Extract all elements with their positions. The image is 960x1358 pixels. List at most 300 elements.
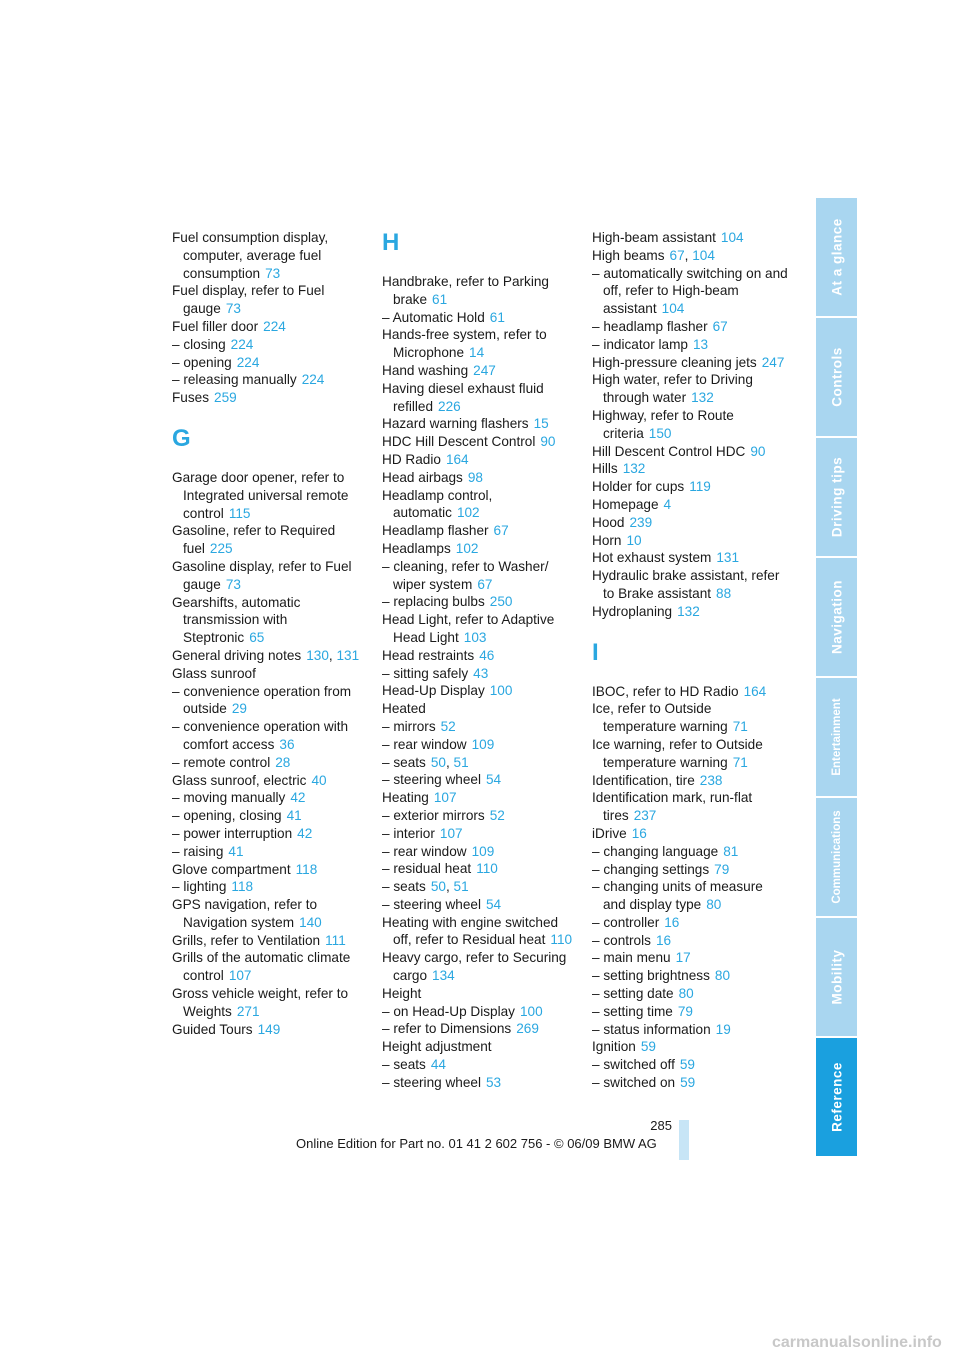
index-entry-text: – controller	[592, 914, 660, 930]
index-entry-text: Guided Tours	[172, 1021, 253, 1037]
index-entry: – seats 50, 51	[382, 879, 469, 895]
index-entry-text: Headlamp control, automatic	[382, 487, 493, 521]
index-entry-text: – switched off	[592, 1057, 675, 1073]
index-entry-text: Grills of the automatic climate control	[172, 950, 351, 984]
index-entry	[592, 985, 788, 1003]
index-entry-text: Hydraulic brake assistant, refer to Brake assistant	[592, 568, 780, 601]
index-entry-text: – replacing bulbs	[382, 594, 485, 610]
index-entry: High beams 67, 104	[592, 247, 715, 263]
index-entry-text: Height	[382, 985, 422, 1001]
page-reference-link[interactable]: 79	[677, 1003, 693, 1019]
index-entry	[592, 772, 788, 790]
page-reference-link[interactable]: 16	[631, 825, 647, 841]
page-reference-link[interactable]: 111	[325, 932, 346, 948]
index-entry-text: Holder for cups	[592, 479, 685, 495]
index-entry-text: – refer to Dimensions	[382, 1021, 512, 1037]
index-entry	[592, 443, 788, 461]
page-reference-link[interactable]: 118	[295, 861, 318, 877]
page-reference-link[interactable]: 19	[715, 1021, 731, 1037]
page-reference-link[interactable]: 59	[679, 1057, 695, 1073]
index-entry	[382, 469, 578, 487]
index-entry-text: Garage door opener, refer to Integrated universal remote control	[172, 469, 349, 521]
page-reference-link[interactable]: 65	[249, 630, 265, 646]
page-reference-link[interactable]: 109	[471, 843, 495, 859]
index-entry	[382, 611, 578, 647]
page-reference-link[interactable]: 110	[476, 861, 498, 877]
page-reference-link[interactable]: 80	[714, 968, 731, 984]
page-reference-link[interactable]: 225	[209, 541, 233, 557]
page-reference-link[interactable]: 67	[712, 318, 728, 334]
page-reference-link[interactable]: 81	[723, 843, 739, 859]
index-entry-text: High water, refer to Driving through water	[592, 372, 753, 406]
tab-label: At a glance	[829, 218, 844, 296]
index-entry-text: – automatically switching on and off, refer to High-beam assistant	[592, 265, 788, 317]
index-entry	[382, 789, 578, 807]
page-reference-link[interactable]: 104	[661, 301, 685, 317]
page-reference-link[interactable]: 103	[463, 629, 487, 645]
index-entry	[382, 558, 578, 594]
page-reference-link[interactable]: 130	[306, 647, 329, 663]
index-entry	[172, 985, 368, 1021]
index-entry-text: Hands-free system, refer to Microphone	[382, 327, 547, 361]
page-reference-link[interactable]: 79	[714, 861, 730, 877]
index-entry-text: Gross vehicle weight, refer to Weights	[172, 986, 349, 1019]
index-entry-text: – convenience operation from outside	[172, 683, 352, 717]
index-entry-text: – sitting safely	[382, 665, 469, 681]
page-reference-link[interactable]: 90	[750, 443, 766, 459]
page-reference-link[interactable]: 100	[519, 1003, 543, 1019]
page-reference-link[interactable]: 224	[236, 354, 260, 370]
page-reference-link[interactable]: 71	[732, 719, 748, 735]
index-entry-text: Glass sunroof, electric	[172, 772, 307, 788]
index-entry	[382, 1038, 578, 1056]
index-entry-text: Ice, refer to Outside temperature warning	[592, 701, 728, 735]
page-reference-link[interactable]: 224	[263, 318, 286, 334]
index-entry	[592, 336, 788, 354]
page-reference-link[interactable]: 67	[669, 247, 685, 263]
index-entry	[382, 273, 578, 309]
index-entry	[592, 567, 788, 603]
index-entry-text: – setting date	[592, 986, 674, 1002]
page-reference-link[interactable]: 140	[299, 914, 322, 930]
page-reference-link[interactable]: 88	[716, 585, 732, 601]
page-reference-link[interactable]: 102	[456, 505, 480, 521]
page-reference-link[interactable]: 110	[550, 932, 573, 948]
tab-reference[interactable]	[816, 1038, 857, 1158]
tab-label: Communications	[830, 810, 843, 904]
page-reference-link[interactable]: 13	[692, 336, 709, 352]
page-number: 285	[650, 1118, 672, 1133]
page-reference-link[interactable]: 16	[664, 914, 680, 930]
page-reference-link[interactable]: 29	[231, 701, 247, 717]
index-entry	[172, 878, 368, 896]
page-reference-link[interactable]: 164	[445, 451, 469, 467]
index-column-1	[172, 229, 368, 1038]
footer-edition-note: Online Edition for Part no. 01 41 2 602 756 - © 06/09 BMW AG	[296, 1136, 657, 1151]
tab-mobility[interactable]	[816, 918, 857, 1038]
index-entry	[382, 380, 578, 416]
index-entry	[172, 789, 368, 807]
index-entry	[172, 318, 368, 336]
page-reference-link[interactable]: 132	[622, 461, 646, 477]
index-entry-text: Horn	[592, 532, 622, 548]
index-entry-text: Grills, refer to Ventilation	[172, 932, 321, 948]
chapter-tabs	[816, 198, 857, 1158]
index-entry-text: – exterior mirrors	[382, 807, 485, 823]
index-entry	[172, 469, 368, 522]
index-entry	[382, 362, 578, 380]
index-entry-text: Hot exhaust system	[592, 550, 712, 566]
page-reference-link[interactable]: 239	[629, 514, 653, 530]
index-entry-text: – setting time	[592, 1003, 673, 1019]
page-reference-link[interactable]: 224	[301, 372, 325, 388]
index-entry-text: – moving manually	[172, 790, 286, 806]
index-entry-text: GPS navigation, refer to Navigation system	[172, 897, 318, 930]
index-entry-text: – seats	[382, 1057, 426, 1073]
tab-controls[interactable]	[816, 318, 857, 438]
index-entry-text: – indicator lamp	[592, 336, 688, 352]
page-reference-link[interactable]: 53	[486, 1074, 502, 1090]
page-reference-link[interactable]: 134	[432, 968, 455, 984]
page-reference-link[interactable]: 59	[680, 1075, 696, 1091]
page-reference-link[interactable]: 131	[716, 550, 740, 566]
index-entry	[172, 896, 368, 932]
index-entry-text: High-pressure cleaning jets	[592, 354, 757, 370]
index-entry	[382, 771, 578, 789]
index-entry-text: – seats	[382, 879, 426, 895]
page-reference-link[interactable]: 14	[469, 345, 485, 361]
index-entry	[382, 1020, 578, 1038]
index-entry	[172, 336, 368, 354]
page-reference-link[interactable]: 10	[626, 532, 642, 548]
index-entry	[592, 914, 788, 932]
index-entry	[382, 860, 578, 878]
index-entry-text: Identification, tire	[592, 772, 695, 788]
page-reference-link[interactable]: 98	[467, 469, 483, 485]
page-reference-link[interactable]: 102	[455, 540, 479, 556]
page-reference-link[interactable]: 119	[689, 479, 711, 495]
index-entry	[172, 825, 368, 843]
index-entry	[172, 354, 368, 372]
index-entry	[592, 407, 788, 443]
page-reference-link[interactable]: 54	[486, 772, 502, 788]
index-entry-text: – mirrors	[382, 718, 436, 734]
index-entry	[382, 682, 578, 700]
index-entry-text: – convenience operation with comfort access	[172, 719, 349, 752]
page-number-bar	[679, 1120, 689, 1160]
index-entry	[172, 949, 368, 985]
page-reference-link[interactable]: 51	[453, 754, 469, 770]
index-entry-text: Hood	[592, 514, 625, 530]
index-entry-text: – steering wheel	[382, 772, 481, 788]
page-reference-link[interactable]: 150	[648, 425, 672, 441]
index-entry-text: HD Radio	[382, 451, 441, 467]
page-reference-link[interactable]: 107	[228, 968, 252, 984]
page-reference-link[interactable]: 40	[311, 772, 327, 788]
index-entry-text: Head airbags	[382, 469, 463, 485]
index-entry-text: IBOC, refer to HD Radio	[592, 683, 739, 699]
index-entry	[382, 736, 578, 754]
page-reference-link[interactable]: 237	[633, 808, 657, 824]
page-reference-link[interactable]: 80	[706, 897, 722, 913]
index-entry	[382, 807, 578, 825]
index-entry	[382, 1056, 578, 1074]
page-reference-link[interactable]: 73	[225, 576, 241, 592]
index-entry-text: Headlamp flasher	[382, 523, 489, 539]
index-entry-text: Gasoline, refer to Required fuel	[172, 523, 336, 557]
page-reference-link[interactable]: 28	[275, 754, 291, 770]
tab-navigation[interactable]	[816, 558, 857, 678]
page-reference-link[interactable]: 42	[297, 825, 313, 841]
tab-entertainment[interactable]	[816, 678, 857, 798]
index-entry: – seats 50, 51	[382, 754, 469, 770]
index-entry	[382, 647, 578, 665]
index-entry-text: – steering wheel	[382, 896, 481, 912]
tab-label: Reference	[829, 1062, 844, 1132]
page-reference-link[interactable]: 61	[432, 291, 448, 307]
index-entry	[382, 522, 578, 540]
index-entry-text: – cleaning, refer to Washer/ wiper system	[382, 558, 549, 592]
index-entry	[172, 371, 368, 389]
page-reference-link[interactable]: 61	[489, 309, 505, 325]
page-reference-link[interactable]: 109	[471, 736, 495, 752]
index-entry	[592, 967, 788, 985]
index-entry	[592, 371, 788, 407]
page-reference-link[interactable]: 118	[231, 879, 254, 895]
index-entry	[172, 754, 368, 772]
page-reference-link[interactable]: 71	[732, 754, 748, 770]
index-entry-text: Homepage	[592, 496, 659, 512]
page-reference-link[interactable]: 107	[439, 825, 463, 841]
index-entry	[592, 549, 788, 567]
index-entry-text: – opening, closing	[172, 808, 282, 824]
tab-label: Controls	[829, 347, 844, 407]
page-reference-link[interactable]: 54	[486, 896, 502, 912]
page-reference-link[interactable]: 41	[228, 843, 244, 859]
page-reference-link[interactable]: 247	[473, 362, 496, 378]
index-entry: General driving notes 130, 131	[172, 647, 360, 663]
page-reference-link[interactable]: 52	[489, 807, 505, 823]
page-reference-link[interactable]: 44	[430, 1057, 446, 1073]
index-section-letter: I	[592, 638, 599, 666]
index-entry	[382, 700, 578, 718]
index-entry	[382, 843, 578, 861]
index-entry-text: Glove compartment	[172, 861, 291, 877]
index-entry-text: Handbrake, refer to Parking brake	[382, 274, 549, 307]
index-entry	[382, 540, 578, 558]
index-entry	[592, 1021, 788, 1039]
index-entry-text: Gasoline display, refer to Fuel gauge	[172, 558, 352, 592]
page-reference-link[interactable]: 226	[438, 398, 461, 414]
page-reference-link[interactable]: 15	[533, 416, 549, 432]
index-entry-text: – changing units of measure and display type	[592, 879, 763, 913]
page-reference-link[interactable]: 269	[516, 1021, 539, 1037]
tab-label: Navigation	[829, 579, 844, 655]
index-entry	[592, 318, 788, 336]
index-entry-text: Having diesel exhaust fluid refilled	[382, 380, 544, 414]
index-entry-text: – main menu	[592, 950, 671, 966]
index-entry	[382, 896, 578, 914]
watermark: carmanualsonline.info	[772, 1334, 942, 1351]
page-reference-link[interactable]: 164	[743, 683, 767, 699]
index-entry	[592, 460, 788, 478]
page-reference-link[interactable]: 59	[640, 1039, 656, 1055]
index-entry	[382, 433, 578, 451]
page-reference-link[interactable]: 90	[540, 434, 556, 450]
index-entry-text: – raising	[172, 843, 224, 859]
page-reference-link[interactable]: 16	[655, 932, 672, 948]
page-reference-link[interactable]: 104	[720, 230, 744, 245]
index-entry-text: – interior	[382, 825, 435, 841]
tab-at-a-glance[interactable]	[816, 198, 857, 318]
index-entry	[172, 718, 368, 754]
index-entry-text: Fuel filler door	[172, 318, 259, 334]
index-entry	[592, 843, 788, 861]
index-entry-text: Ice warning, refer to Outside temperature warning	[592, 736, 763, 770]
page-reference-link[interactable]: 67	[477, 576, 493, 592]
page-reference-link[interactable]: 250	[489, 594, 513, 610]
tab-label: Entertainment	[830, 698, 843, 776]
index-entry-text: – controls	[592, 932, 651, 948]
index-entry	[172, 683, 368, 719]
index-entry	[592, 1038, 788, 1056]
index-entry	[172, 807, 368, 825]
page-reference-link[interactable]: 51	[453, 879, 469, 895]
index-entry-text: Height adjustment	[382, 1039, 492, 1055]
page-reference-link[interactable]: 36	[279, 736, 295, 752]
index-entry	[172, 558, 368, 594]
index-entry	[592, 1074, 788, 1092]
index-entry	[592, 683, 788, 701]
index-entry	[172, 772, 368, 790]
index-entry-text: Ignition	[592, 1039, 636, 1055]
page-reference-link[interactable]: 104	[692, 247, 715, 263]
page-reference-link[interactable]: 42	[290, 790, 306, 806]
index-column-2	[382, 229, 578, 1092]
page-reference-link[interactable]: 271	[236, 1003, 260, 1019]
index-entry	[172, 594, 368, 647]
index-entry-text: – rear window	[382, 843, 467, 859]
index-entry	[172, 282, 368, 318]
index-entry	[382, 825, 578, 843]
page-reference-link[interactable]: 80	[678, 986, 694, 1002]
index-entry	[172, 861, 368, 879]
index-entry-text: – closing	[172, 336, 226, 352]
index-entry	[592, 265, 788, 318]
index-entry	[382, 593, 578, 611]
index-entry-text: Heavy cargo, refer to Securing cargo	[382, 950, 567, 984]
tab-communications[interactable]	[816, 798, 857, 918]
page-reference-link[interactable]: 73	[225, 301, 241, 317]
page-reference-link[interactable]: 46	[479, 647, 495, 663]
index-entry	[382, 718, 578, 736]
index-entry	[592, 1056, 788, 1074]
index-entry-text: – on Head-Up Display	[382, 1003, 515, 1019]
index-entry-text: – power interruption	[172, 825, 293, 841]
page-reference-link[interactable]: 115	[228, 505, 251, 521]
index-entry-text: Hydroplaning	[592, 603, 673, 619]
index-entry-text: Hill Descent Control HDC	[592, 443, 746, 459]
index-entry-text: Hazard warning flashers	[382, 416, 529, 432]
index-entry-text: – status information	[592, 1021, 711, 1037]
index-entry	[172, 522, 368, 558]
tab-driving-tips[interactable]	[816, 438, 857, 558]
index-entry	[172, 389, 368, 407]
page-reference-link[interactable]: 259	[214, 390, 237, 406]
index-entry-text: – switched on	[592, 1075, 676, 1091]
page-reference-link[interactable]: 67	[493, 523, 509, 539]
index-entry	[592, 825, 788, 843]
index-entry	[172, 932, 368, 950]
index-entry-text: Heating	[382, 790, 429, 806]
index-entry	[592, 878, 788, 914]
page-reference-link[interactable]: 4	[663, 496, 672, 512]
page-reference-link[interactable]: 73	[265, 265, 281, 281]
page-reference-link[interactable]: 149	[257, 1021, 281, 1037]
index-entry-text: Identification mark, run-flat tires	[592, 790, 753, 824]
index-entry	[382, 1074, 578, 1092]
index-entry-text: Hand washing	[382, 362, 469, 378]
page-reference-link[interactable]: 247	[761, 354, 785, 370]
index-entry-text: – Automatic Hold	[382, 309, 485, 325]
index-entry-text: Hills	[592, 461, 618, 477]
index-entry	[592, 789, 788, 825]
page-reference-link[interactable]: 132	[691, 390, 714, 406]
index-entry-text: Heating with engine switched off, refer to Residual heat	[382, 914, 559, 948]
page-reference-link[interactable]: 43	[473, 665, 489, 681]
index-entry-text: General driving notes	[172, 647, 302, 663]
index-entry-text: – headlamp flasher	[592, 318, 708, 334]
tab-label: Driving tips	[829, 456, 844, 538]
page-reference-link[interactable]: 224	[230, 336, 254, 352]
index-entry	[382, 1003, 578, 1021]
index-entry-text: Fuel display, refer to Fuel gauge	[172, 283, 325, 317]
page-reference-link[interactable]: 107	[433, 790, 457, 806]
index-section-letter: H	[382, 229, 400, 256]
index-entry-text: – rear window	[382, 736, 467, 752]
page-reference-link[interactable]: 50	[430, 754, 446, 770]
index-entry-text: – remote control	[172, 754, 271, 770]
index-entry-text: – seats	[382, 754, 426, 770]
index-entry-text: HDC Hill Descent Control	[382, 434, 536, 450]
index-entry	[172, 843, 368, 861]
page-reference-link[interactable]: 50	[430, 879, 446, 895]
index-entry	[592, 949, 788, 967]
index-entry	[592, 478, 788, 496]
page-reference-link[interactable]: 17	[675, 950, 691, 966]
index-entry-text: Glass sunroof	[172, 665, 256, 681]
page-reference-link[interactable]: 41	[286, 808, 302, 824]
page-reference-link[interactable]: 131	[336, 647, 360, 663]
index-entry	[592, 496, 788, 514]
index-entry	[592, 532, 788, 550]
page-reference-link[interactable]: 100	[489, 683, 513, 699]
index-entry	[592, 736, 788, 772]
index-entry-text: – steering wheel	[382, 1074, 481, 1090]
index-entry-text: Headlamps	[382, 540, 451, 556]
index-entry	[172, 1021, 368, 1039]
page-reference-link[interactable]: 132	[677, 603, 700, 619]
index-entry-text: iDrive	[592, 825, 627, 841]
index-entry	[592, 700, 788, 736]
page-reference-link[interactable]: 238	[699, 772, 723, 788]
index-entry	[592, 603, 788, 621]
index-entry-text: Head-Up Display	[382, 683, 485, 699]
index-entry	[382, 309, 578, 327]
index-entry	[592, 861, 788, 879]
page-reference-link[interactable]: 52	[440, 718, 456, 734]
index-entry	[382, 415, 578, 433]
